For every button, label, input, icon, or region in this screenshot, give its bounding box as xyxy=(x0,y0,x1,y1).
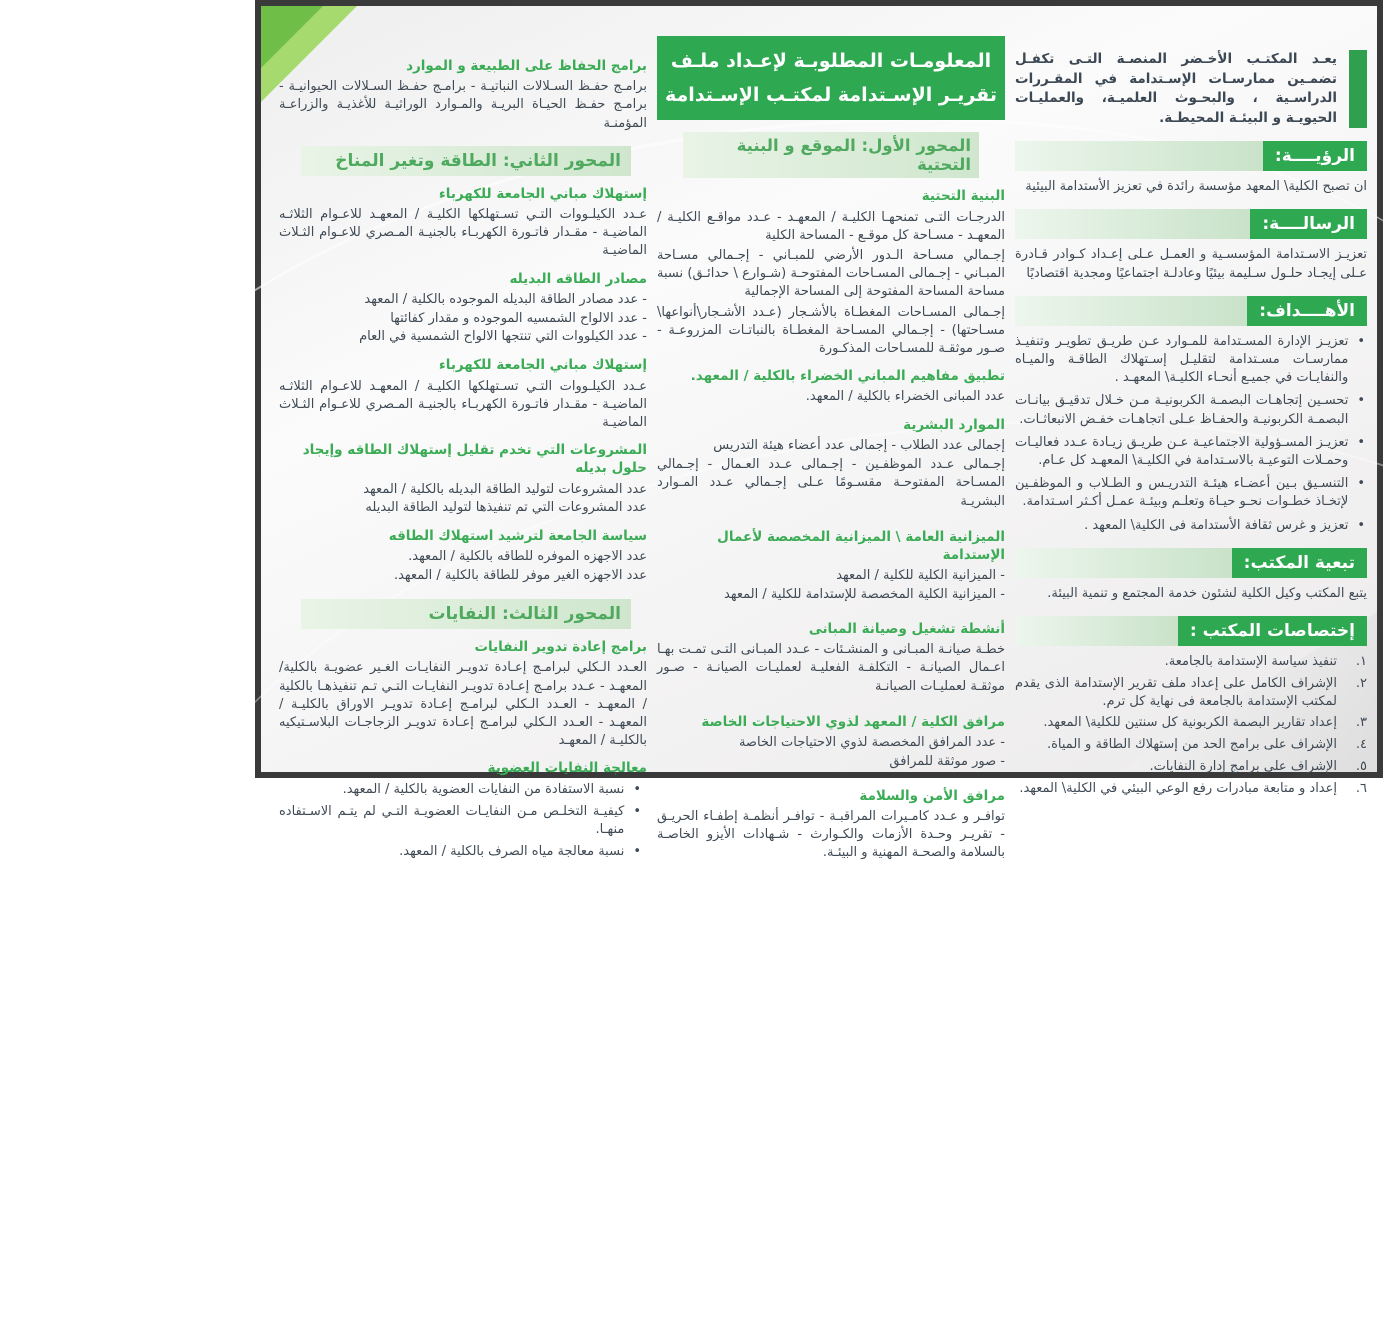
section-heading: مصادر الطاقه البديله xyxy=(509,270,647,287)
intro-accent-bar xyxy=(1349,50,1367,128)
brochure-page xyxy=(255,0,1383,861)
section-heading: إستهلاك مباني الجامعة للكهرباء xyxy=(438,185,647,202)
section-paragraph: إجـمالى المسـاحات المغطـاة بالأشـجار (عـدد الأشـجار\أنواعها\ مسـاحتها) - إجـمالي المسـاحة المغطـاة بالنباتـات المزروعـة - صـور موثقـة للمسـاحات المذكـورة xyxy=(657,304,1005,356)
affiliation-title: تبعية المكتب: xyxy=(1232,548,1367,578)
section-heading: البنية التحتية xyxy=(921,188,1005,205)
column-energy-and-waste xyxy=(271,6,647,860)
column-office-overview xyxy=(1015,6,1367,796)
affiliation-title-bar xyxy=(1015,548,1232,578)
section-line: عدد الاجهزه الموفره للطاقه بالكلية / المعهد. xyxy=(408,549,647,565)
bullet-text: كيفيـة التخلـص مـن النفايـات العضويـة التـي لم يتـم الاسـتفاده منهـا. xyxy=(279,803,625,837)
intro-paragraph: يعـد المكتـب الأخـضر المنصـة التـى تكفـل تضمـين ممارسـات الإسـتدامة في المقـررات الدراسـية ، والبحـوث العلميـة، والعمليـات الحيويـة و البيئـة المحيطـة. xyxy=(1015,51,1337,126)
axis-1-bar: المحور الأول: الموقع و البنية التحتية xyxy=(683,132,979,178)
section-line: عدد الاجهزه الغير موفر للطاقة بالكلية / المعهد. xyxy=(393,568,647,584)
objectives-title: الأهــــداف: xyxy=(1247,296,1367,326)
competency-text: الإشراف على برامج الحد من إستهلاك الطاقة و المياة. xyxy=(1046,736,1337,752)
list-item xyxy=(1015,714,1367,733)
bullet-icon: • xyxy=(1357,434,1365,450)
bullet-icon: • xyxy=(1357,476,1365,492)
bullet-text: نسبة معالجة مياه الصرف بالكلية / المعهد. xyxy=(399,844,625,860)
section-paragraph: إجمالى عدد الطلاب - إجمالى عدد أعضاء هيئة التدريس xyxy=(713,438,1005,454)
section-line: - عدد الكيلووات التي تنتجها الالواح الشمسية في العام xyxy=(359,329,647,345)
section-paragraph: العـدد الـكلي لبرامـج إعـادة تدويـر النفايـات الغـير عضويـة بالكلية/ المعهـد - عـدد برامـج إعـادة تدويـر النفايـات التـي تـم تنفيذهـا بالكلية / المعهـد - العـدد الـكلي لبرامـج إعـادة تدويـر الاوراق بالكليـة / المعهـد - العـدد الـكلي لبرامـج إعـادة تدويـر الزجاجـات البلاسـتيكيه بالكليـة / المعهـد xyxy=(279,660,647,749)
section-line: - عدد مصادر الطاقة البديله الموجوده بالكلية / المعهد xyxy=(364,291,647,307)
section-paragraph: توافـر و عـدد كامـيرات المراقبـة - توافـر أنظمـة إطفـاء الحريـق - تقريـر وحـدة الأزمات والكـوارث - شـهادات الأيزو الخاصـة بالسلامة والصحـة المهنية و البيئـة. xyxy=(657,808,1005,861)
item-number: ٥. xyxy=(1355,758,1367,774)
competencies-list xyxy=(1015,653,1367,799)
section-heading: برامج إعادة تدوير النفايات xyxy=(474,639,647,656)
bullet-icon: • xyxy=(1357,333,1365,349)
section-line: - عدد الالواح الشمسيه الموجوده و مقدار كفائتها xyxy=(390,310,647,326)
section-paragraph: برامـج حفـظ السـلالات النباتيـة - برامـج حفـظ السـلالات الحيوانيـة - برامـج حفـظ الحيـاة البريـة والمـوارد الوراثيـة للأغذيـة والزراعـة المؤمنـة xyxy=(279,79,647,131)
list-item xyxy=(1015,780,1367,799)
bullet-icon: • xyxy=(1357,393,1365,409)
section-paragraph: إجـمالى عـدد الموظفـين - إجـمالى عـدد العـمال - إجـمالي المسـاحة المفتوحـة مقسـومًا عـلى إجـمالي عـدد المـوارد البشريـة xyxy=(657,457,1005,509)
list-item xyxy=(1015,675,1367,711)
mission-text: تعزيـز الاسـتدامة المؤسسـية و العمـل عـلى إعـداد كـوادر قـادرة عـلى إيجـاد حلـول سـليمة بيئيًا وعادلـة اجتماعيًا ومجدية اقتصاديًا xyxy=(1015,247,1367,281)
section-header-objectives xyxy=(1015,296,1367,326)
objective-text: تحسـين إتجاهـات البصمـة الكربونيـة مـن خـلال تدقيـق بيانـات البصمـة الكربونيـة والحفـاظ عـلى اتجاهـات خفـض الانبعاثـات. xyxy=(1015,393,1349,427)
competency-text: الإشراف الكامل على إعداد ملف تقرير الإستدامة الذى يقدم لمكتب الإستدامة بالجامعة فى نهاية كل ترم. xyxy=(1015,675,1337,709)
column-required-information xyxy=(657,6,1005,861)
competency-text: الإشراف على برامج إدارة النفايات. xyxy=(1149,758,1337,774)
competencies-title-bar xyxy=(1015,616,1178,646)
objective-text: تعزيز و غرس ثقافة الأستدامة فى الكلية\ المعهد . xyxy=(1084,517,1349,533)
list-item xyxy=(279,843,641,861)
section-heading: الموارد البشرية xyxy=(903,417,1005,434)
bullet-icon: • xyxy=(633,781,641,797)
section-line: - الميزانية الكلية المخصصة للإستدامة للكلية / المعهد xyxy=(724,587,1005,603)
list-item xyxy=(1015,434,1365,470)
section-line: عدد المشروعات لتوليد الطاقة البديله بالكلية / المعهد xyxy=(363,481,647,497)
list-item xyxy=(1015,736,1367,755)
item-number: ٣. xyxy=(1355,715,1367,731)
objective-text: تعزيـز المسـؤولية الاجتماعيـة عـن طريـق زيـادة عـدد فعاليـات وحمـلات التوعيـة بالاسـتدامة في الكليـة\ المعهـد كل عـام. xyxy=(1015,434,1349,468)
main-title-banner: المعلومـات المطلوبـة لإعـداد ملـف تقريـر الإسـتدامة لمكتـب الإسـتدامة xyxy=(657,36,1005,120)
section-paragraph: خطـة صيانـة المبـانى و المنشـئات - عـدد المبـانى التـى تمـت بهـا اعـمال الصيانـة - التكلفـة الفعليـة لعمليـات الصيانـة - صـور موثقـة لعمليـات الصيانـة xyxy=(657,642,1005,694)
objective-text: التنسـيق بـين أعضـاء هيئـة التدريـس و الطـلاب و الموظفـين لإتخـاذ خطـوات نحـو حيـاة وتعلـم وبيئـة عمـل أكـثر اسـتدامة. xyxy=(1015,476,1349,510)
section-heading: أنشطة تشغيل وصيانة المبانى xyxy=(808,620,1005,637)
section-line: - صور موثقة للمرافق xyxy=(889,753,1005,769)
section-paragraph: عـدد الكيلـووات التـي تسـتهلكها الكليـة / المعهـد للاعـوام الثلاثـه الماضيـة - مقـدار فاتـورة الكهربـاء بالجنيـة المـصري للاعـوام الثـلاث الماضيـة xyxy=(279,207,647,259)
section-heading: مرافق الكلية / المعهد لذوي الاحتياجات الخاصة xyxy=(701,713,1005,730)
competencies-title: إختصاصات المكتب : xyxy=(1178,616,1367,646)
affiliation-text: يتبع المكتب وكيل الكلية لشئون خدمة المجتمع و تنمية البيئة. xyxy=(1047,585,1367,601)
section-line: - عدد المرافق المخصصة لذوي الاحتياجات الخاصة xyxy=(738,734,1005,750)
list-item xyxy=(1015,392,1365,428)
list-item xyxy=(279,781,641,799)
three-column-layout xyxy=(261,6,1377,861)
item-number: ٢. xyxy=(1355,675,1367,691)
vision-title-bar xyxy=(1015,141,1263,171)
section-header-affiliation xyxy=(1015,548,1367,578)
bullet-icon: • xyxy=(633,803,641,819)
section-heading: سياسة الجامعة لترشيد استهلاك الطاقه xyxy=(388,528,647,545)
section-heading: برامج الحفاظ على الطبيعة و الموارد xyxy=(406,58,647,74)
objectives-title-bar xyxy=(1015,296,1247,326)
bullet-text: نسبة الاستفادة من النفايات العضوية بالكلية / المعهد. xyxy=(342,781,625,797)
vision-title: الرؤيــــة: xyxy=(1263,141,1367,171)
section-heading: الميزانية العامة \ الميزانية المخصصة لأعمال الإستدامة xyxy=(717,528,1005,563)
mission-title: الرسالــــة: xyxy=(1250,209,1367,239)
item-number: ٦. xyxy=(1355,780,1367,796)
section-heading: المشروعات التي تخدم تقليل إستهلاك الطاقه وإيجاد حلول بديله xyxy=(302,442,647,477)
list-item xyxy=(1015,475,1365,511)
section-header-vision xyxy=(1015,141,1367,171)
axis-3-bar: المحور الثالث: النفايات xyxy=(301,599,631,629)
competency-text: إعداد تقارير البصمة الكربونية كل سنتين للكلية\ المعهد. xyxy=(1043,715,1337,731)
list-item xyxy=(1015,333,1365,388)
section-paragraph: عدد المبانى الخضراء بالكلية / المعهد. xyxy=(805,389,1005,405)
section-heading: إستهلاك مباني الجامعة للكهرباء xyxy=(438,357,647,374)
section-paragraph: الدرجـات التـى تمنحهـا الكليـة / المعهـد - عـدد مواقـع الكليـة / المعهـد - مسـاحة كل موقـع - المساحة الكلية xyxy=(657,209,1005,243)
section-heading: تطبيق مفاهيم المباني الخضراء بالكلية / المعهد. xyxy=(690,368,1005,385)
list-item xyxy=(1015,653,1367,672)
objectives-list xyxy=(1015,333,1367,535)
competency-text: تنفيذ سياسة الإستدامة بالجامعة. xyxy=(1164,653,1337,669)
item-number: ١. xyxy=(1355,653,1367,669)
axis-2-bar: المحور الثاني: الطاقة وتغير المناخ xyxy=(301,146,631,176)
bullet-icon: • xyxy=(633,844,641,860)
section-heading: مرافق الأمن والسلامة xyxy=(859,787,1005,804)
section-header-mission xyxy=(1015,209,1367,239)
objective-text: تعزيـز الإدارة المسـتدامة للمـوارد عـن طريـق تطويـر وتنفيـذ ممارسـات مسـتدامة لتقليـل إسـتهلاك الطاقـة والميـاه والنفايـات في جميـع أنحـاء الكليـة\ المعهـد . xyxy=(1015,333,1349,386)
list-item xyxy=(279,803,641,839)
list-item xyxy=(1015,758,1367,777)
vision-text: ان تصبح الكلية\ المعهد مؤسسة رائدة في تعزيز الأستدامة البيئية xyxy=(1025,179,1367,195)
section-paragraph: عـدد الكيلـووات التـي تسـتهلكها الكليـة / المعهـد للاعـوام الثلاثـه الماضيـة - مقـدار فاتـورة الكهربـاء بالجنيـة المـصري للاعـوام الثـلاث الماضيـة xyxy=(279,378,647,430)
section-heading: معالجة النفايات العضوية xyxy=(487,760,647,777)
section-header-competencies xyxy=(1015,616,1367,646)
item-number: ٤. xyxy=(1355,736,1367,752)
intro-block xyxy=(1015,50,1367,128)
section-line: - الميزانية الكلية للكلية / المعهد xyxy=(836,568,1005,584)
list-item xyxy=(1015,517,1365,535)
section-line: عدد المشروعات التي تم تنفيذها لتوليد الطاقة البديله xyxy=(365,500,647,516)
competency-text: إعداد و متابعة مبادرات رفع الوعي البيئي في الكلية\ المعهد. xyxy=(1019,780,1337,796)
section-paragraph: إجـمالي مسـاحة الـدور الأرضي للمبـاني - إجـمالي مسـاحة المبـاني - إجـمالى المسـاحات المفتوحـة (شـوارع \ حدائـق) نسبة مساحة المساحة المفتوحة إلى المساحة الإجمالية xyxy=(657,247,1005,300)
bullet-icon: • xyxy=(1357,517,1365,533)
mission-title-bar xyxy=(1015,209,1250,239)
